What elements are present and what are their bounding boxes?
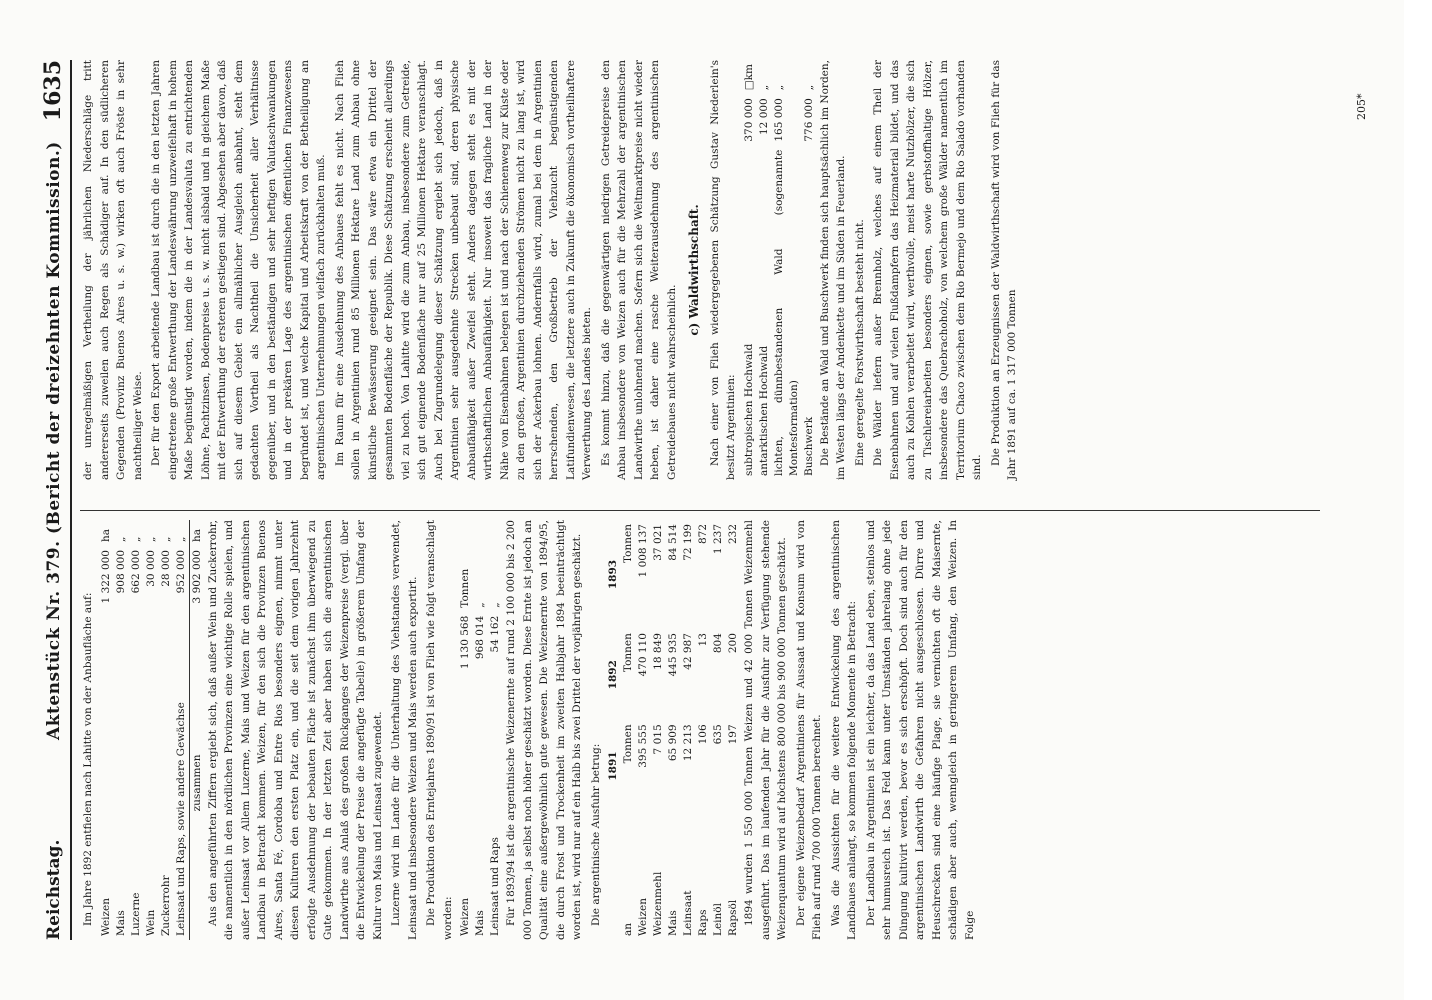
paragraph: Aus den angeführten Ziffern ergiebt sich, daß außer Wein und Zuckerrohr, die namentlich in den nördlichen Provinzen eine wichtige Rolle spielen, und außer Leinsaat vor Allem Luzerne, Mais und Weizen für den argentinischen Landbau in Betracht kommen. Weizen, für den sich die Provinzen Buenos Aires, Santa Fé, Cordoba und Entre Rios besonders eignen, nimmt unter diesen Kulturen den ersten Platz ein, und die seit dem vorigen Jahrzehnt erfolgte Ausdehnung der bebauten Fläche ist zunächst ihm überwiegend zu Gute gekommen. In der letzten Zeit aber haben sich die argentinischen Landwirthe aus Anlaß des großen Rückganges der Weizenpreise (vergl. über die Entwickelung der Preise die angefügte Tabelle) in größerem Umfang der Kultur von Mais und Leinsaat zugewendet. <box>206 520 384 940</box>
export-label: Leinöl <box>712 903 724 936</box>
area-label: Mais <box>114 910 127 936</box>
export-value: 232 <box>727 524 739 545</box>
export-value: 197 <box>727 724 739 745</box>
export-value: 12 213 <box>682 724 694 762</box>
production-unit: Tonnen <box>459 568 471 608</box>
area-total-value: 3 902 000 <box>189 546 205 626</box>
table-row <box>666 520 681 940</box>
production-value: 1 130 568 <box>459 615 471 670</box>
area-value: 908 000 <box>114 550 127 594</box>
table-row <box>458 520 473 940</box>
area-unit: „ <box>159 536 172 542</box>
export-label: Weizenmehl <box>652 871 664 936</box>
export-unit: Tonnen <box>622 524 634 564</box>
paragraph: Der eigene Weizenbedarf Argentiniens für Aussaat und Konsum wird von Flieh auf rund 700 000 Tonnen berechnet. <box>794 520 823 940</box>
production-value: 54 162 <box>489 615 501 653</box>
header-left: Reichstag. <box>44 839 64 940</box>
table-row <box>711 520 726 940</box>
export-label: Leinsaat <box>682 890 694 936</box>
export-value: 106 <box>697 724 709 745</box>
table-row <box>114 520 129 940</box>
table-row <box>726 520 741 940</box>
forest-unit: „ <box>802 84 815 91</box>
paragraph: 1894 wurden 1 550 000 Tonnen Weizen und 42 000 Tonnen Weizenmehl ausgeführt. Das im laufenden Jahr für die Ausfuhr zur Verfügung stehende Weizenquantum wird auf höchstens 800 000 bis 900 000 Tonnen geschätzt. <box>743 520 788 940</box>
export-value: 395 555 <box>637 724 649 768</box>
export-year: 1893 <box>607 559 619 590</box>
export-value: 18 849 <box>652 633 664 670</box>
paragraph: Die Wälder liefern außer Brennholz, welches auf einem Theil der Eisenbahnen und auf vielen Flußdampfern das Heizmaterial bildet, und das auch zu Kohlen verarbeitet wird, werthvolle, meist harte Nutzhölzer, die sich zu Tischlereiarbeiten besonders eignen, sowie gerbstoffhaltige Hölzer, insbesondere das Quebrachoholz, von welchem große Wälder namentlich im Territorium Chaco zwischen dem Rio Bermejo und dem Rio Salado vorhanden sind. <box>872 60 983 480</box>
export-value: 72 199 <box>682 524 694 561</box>
area-total-label: zusammen <box>189 626 205 940</box>
table-row <box>99 520 114 940</box>
paragraph: Im Jahre 1892 entfielen nach Lahitte von der Anbaufläche auf: <box>82 592 94 926</box>
paragraph: Luzerne wird im Lande für die Unterhaltung des Viehstandes verwendet, Leinsaat und insbesondere Weizen und Mais werden auch exportirt. <box>390 520 419 940</box>
area-value: 28 000 <box>159 550 172 587</box>
section-heading: c) Waldwirthschaft. <box>687 204 701 336</box>
area-label: Leinsaat und Raps, sowie andere Gewächse <box>174 702 187 936</box>
forest-label: subtropischen Hochwald <box>742 343 755 476</box>
export-label: Raps <box>697 909 709 936</box>
table-row <box>772 60 802 480</box>
table-row <box>681 520 696 940</box>
export-value: 1 008 137 <box>637 524 649 578</box>
area-unit: ha <box>99 528 112 542</box>
paragraph: Die argentinische Ausfuhr betrug: <box>589 743 602 926</box>
area-label: Zuckerrohr <box>159 875 172 936</box>
production-unit: „ <box>474 602 486 608</box>
export-value: 84 514 <box>667 524 679 561</box>
export-year: 1892 <box>607 660 619 690</box>
digitization-note <box>1404 0 1432 1000</box>
table-row <box>696 520 711 940</box>
export-value: 13 <box>697 633 709 647</box>
table-row <box>651 520 666 940</box>
page-number: 1635 <box>40 60 66 122</box>
area-value: 30 000 <box>144 550 157 587</box>
column-divider <box>80 510 1320 511</box>
header-title: Aktenstück Nr. 379. (Bericht der dreizehnten Kommission.) <box>44 141 64 740</box>
forest-value: 165 000 <box>772 98 785 142</box>
page-header <box>30 60 72 940</box>
footer-mark: 205* <box>1355 93 1368 120</box>
forest-label: Buschwerk <box>802 416 815 476</box>
paragraph: Für 1893/94 ist die argentinische Weizenernte auf rund 2 100 000 bis 2 200 000 Tonnen, ja selbst noch höher geschätzt worden. Diese Ernte ist jedoch an Qualität eine außergewöhnlich gute gewesen. Die Weizenernte von 1894/95, die durch Frost und Trockenheit im zweiten Halbjahr 1894 beeinträchtigt worden ist, wird nur auf ein Halb bis zwei Drittel der vorjährigen geschätzt. <box>505 520 583 940</box>
production-label: Weizen <box>459 897 471 936</box>
production-label: Leinsaat und Raps <box>489 837 501 936</box>
export-year: 1891 <box>607 751 619 781</box>
table-row <box>636 520 651 940</box>
export-value: 804 <box>712 633 724 654</box>
export-value: 470 110 <box>637 633 649 677</box>
export-value: 65 909 <box>667 724 679 762</box>
paragraph: Eine geregelte Forstwirthschaft besteht nicht. <box>853 219 866 466</box>
forest-value: 12 000 <box>757 98 770 135</box>
forest-unit: „ <box>772 84 785 91</box>
export-value: 42 987 <box>682 633 694 670</box>
paragraph: Die Produktion an Erzeugnissen der Waldwirthschaft wird von Flieh für das Jahr 1891 auf ca. 1 317 000 Tonnen <box>989 60 1018 480</box>
table-row <box>159 520 174 940</box>
export-value: 872 <box>697 524 709 545</box>
table-row <box>144 520 159 940</box>
paragraph: der unregelmäßigen Vertheilung der jährlichen Niederschläge tritt andererseits zuweilen auch Regen als Schädiger auf. In den südlicheren Gegenden (Provinz Buenos Aires u. s. w.) wirken oft auch Fröste in sehr nachtheiliger Weise. <box>82 60 144 480</box>
left-column <box>80 520 980 940</box>
export-table <box>606 520 741 940</box>
area-label: Luzerne <box>129 892 142 936</box>
export-unit: Tonnen <box>622 724 634 764</box>
paragraph: Nach einer von Flieh wiedergegebenen Schätzung Gustav Niederlein's besitzt Argentinien: <box>708 60 737 480</box>
table-row <box>473 520 488 940</box>
export-label: Mais <box>667 910 679 936</box>
forest-value: 776 000 <box>802 98 815 142</box>
area-unit: „ <box>174 536 187 542</box>
area-unit: „ <box>144 536 157 542</box>
forest-label: antarktischen Hochwald <box>757 345 770 476</box>
paragraph: Die Produktion des Erntejahres 1890/91 ist von Flieh wie folgt veranschlagt worden: <box>425 520 454 940</box>
forest-label: lichten, dünnbestandenen Wald (sogenannte Montesformation) <box>772 149 800 476</box>
paragraph: Der Landbau in Argentinien ist ein leichter, da das Land eben, steinlos und sehr humusreich ist. Das Feld kann unter Umständen jahrelang ohne jede Düngung kultivirt werden, bevor es sich erschöpft. Doch sind auch für den argentinischen Landwirth die Gefahren nicht ausgeschlossen. Dürre und Heuschrecken sind eine häufige Plage, sie vernichten oft die Maisernte, schädigen aber auch, wenngleich in geringerem Umfang, den Weizen. In Folge <box>864 520 976 940</box>
table-row <box>757 60 772 480</box>
table-row <box>174 520 190 940</box>
area-total-unit: ha <box>189 520 205 546</box>
export-unit-row <box>621 520 636 940</box>
export-value: 445 935 <box>667 633 679 677</box>
production-value: 968 014 <box>474 615 486 660</box>
export-unit-label: an <box>622 922 634 936</box>
export-value: 635 <box>712 724 724 745</box>
area-label: Wein <box>144 909 157 936</box>
export-value: 1 237 <box>712 524 724 555</box>
export-label: Weizen <box>637 897 649 936</box>
export-label: Rapsöl <box>727 899 739 936</box>
forest-unit: „ <box>757 84 770 91</box>
forest-unit: □km <box>742 64 755 91</box>
forest-table <box>742 60 817 480</box>
area-value: 952 000 <box>174 550 187 594</box>
area-unit: „ <box>114 536 127 542</box>
area-value: 1 322 000 <box>99 550 112 604</box>
paragraph: Die Bestände an Wald und Buschwerk finden sich hauptsächlich im Norden, im Westen längs der Andenkette und im Süden in Feuerland. <box>818 60 847 480</box>
paragraph: Was die Aussichten für die weitere Entwickelung des argentinischen Landbaues anlangt, so kommen folgende Momente in Betracht: <box>829 520 858 940</box>
area-table <box>99 520 205 940</box>
production-label: Mais <box>474 910 486 936</box>
table-row <box>802 60 817 480</box>
export-value: 37 021 <box>652 524 664 561</box>
export-year-row <box>606 520 621 940</box>
production-table <box>458 520 503 940</box>
area-total-row <box>189 520 205 940</box>
table-row <box>488 520 503 940</box>
area-value: 662 000 <box>129 550 142 594</box>
export-value: 7 015 <box>652 724 664 755</box>
export-unit: Tonnen <box>622 633 634 673</box>
export-value: 200 <box>727 633 739 654</box>
paragraph: Im Raum für eine Ausdehnung des Anbaues fehlt es nicht. Nach Flieh sollen in Argentinien rund 85 Millionen Hektare Land zum Anbau ohne künstliche Bewässerung geeignet sein. Das wäre etwa ein Drittel der gesammten Bodenfläche der Republik. Diese Schätzung erscheint allerdings viel zu hoch. Von Lahitte wird die zum Anbau, insbesondere zum Getreide, sich gut eignende Bodenfläche nur auf 25 Millionen Hektare veranschlagt. Auch bei Zugrundelegung dieser Schätzung ergiebt sich jedoch, daß in Argentinien sehr ausgedehnte Strecken unbebaut sind, deren physische Anbaufähigkeit außer Zweifel steht. Anders dagegen steht es mit der wirthschaftlichen Anbaufähigkeit. Nur insoweit das fragliche Land in der Nähe von Eisenbahnen belegen ist und nach der Schienenweg zur Küste oder zu den großen, Argentinien durchziehenden Strömen nicht zu lang ist, wird sich der Ackerbau lohnen. Andernfalls wird, zumal bei dem in Argentinien herrschenden, den Großbetrieb der Viehzucht begünstigenden Latifundienwesen, die letztere auch in Zukunft die ökonomisch vortheilhaftere Verwerthung des Landes bieten. <box>333 60 593 480</box>
production-unit: „ <box>489 602 501 608</box>
forest-value: 370 000 <box>742 98 755 142</box>
table-row <box>129 520 144 940</box>
area-unit: „ <box>129 536 142 542</box>
table-row <box>742 60 757 480</box>
right-column <box>80 60 1023 480</box>
paragraph: Der für den Export arbeitende Landbau ist durch die in den letzten Jahren eingetretene große Entwerthung der Landeswährung unzweifelhaft in hohem Maße begünstigt worden, indem die in der Landesvaluta zu entrichtenden Löhne, Pachtzinsen, Bodenpreise u. s. w. nicht alsbald und in gleichem Maße mit der Entwerthung der ersteren gestiegen sind. Abgesehen aber davon, daß sich auf diesem Gebiet ein allmählicher Ausgleich anbahnt, steht dem gedachten Vortheil als Nachtheil die Unsicherheit aller Verhältnisse gegenüber, und in den beständigen und sehr heftigen Valutaschwankungen und in der prekären Lage des argentinischen öffentlichen Finanzwesens begründet ist, und welche Kapital und Arbeitskraft von der Betheiligung an argentinischen Unternehmungen vielfach zurückhalten muß. <box>150 60 327 480</box>
paragraph: Es kommt hinzu, daß die gegenwärtigen niedrigen Getreidepreise den Anbau insbesondere von Weizen auch für die Mehrzahl der argentinischen Landwirthe unlohnend machen. Sofern sich die Weltmarktpreise nicht wieder heben, ist daher eine rasche Weiterausdehnung des argentinischen Getreidebaues nicht wahrscheinlich. <box>599 60 678 480</box>
area-label: Weizen <box>99 897 112 936</box>
